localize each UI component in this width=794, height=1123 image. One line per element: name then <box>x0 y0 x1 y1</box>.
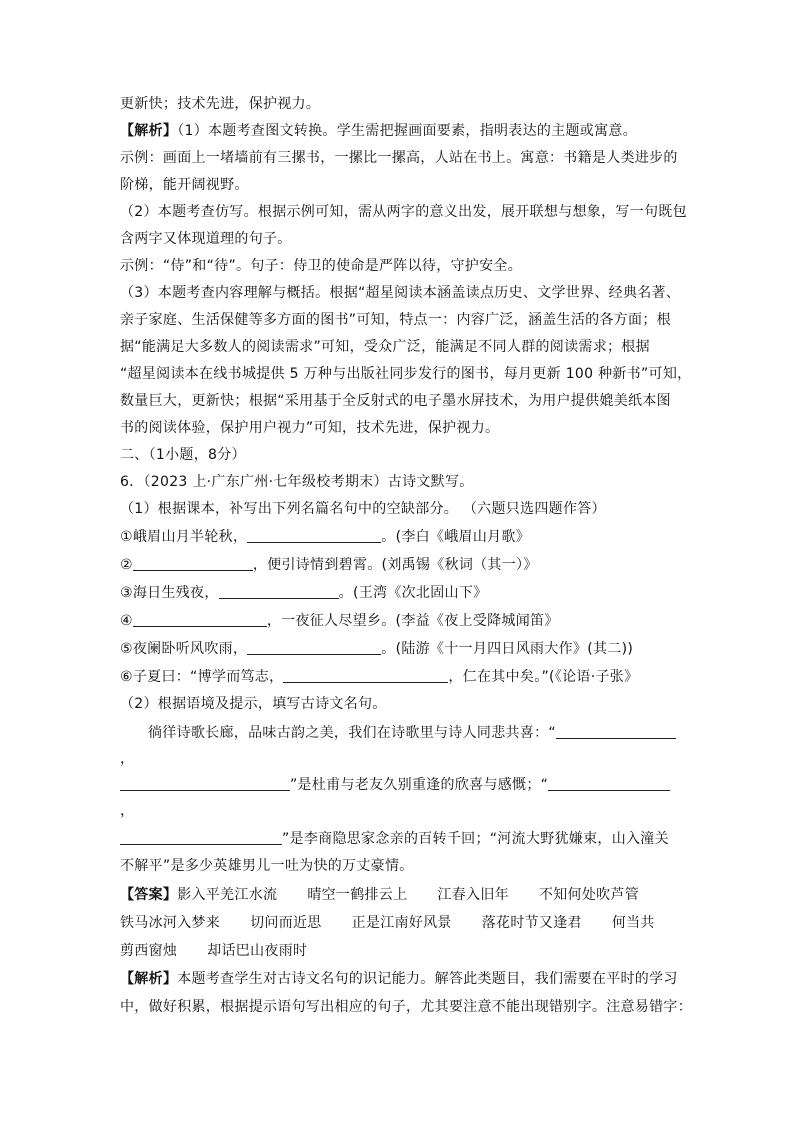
comma-line: ， <box>120 803 135 819</box>
fill-item-6 <box>120 667 638 687</box>
text-span: 本题考查学生对古诗文名句的识记能力。解答此类题目，我们需要在平时的学习 <box>177 971 678 987</box>
answer-text: 影入平羌江水流 <box>177 887 278 903</box>
answer-blank[interactable] <box>548 776 670 791</box>
text-line: 示例：画面上一堵墙前有三摞书，一摞比一摞高，人站在书上。寓意：书籍是人类进步的 <box>120 150 678 166</box>
answer-blank[interactable] <box>219 584 339 599</box>
fill-item-1 <box>120 527 530 547</box>
text-span: 。(李白《峨眉山月歌》 <box>381 529 531 545</box>
text-span: （1）本题考查图文转换。学生需把握画面要素，指明表达的主题或寓意。 <box>177 123 638 139</box>
text-span: ，一夜征人尽望乡。(李益《夜上受降城闻笛》 <box>266 613 559 629</box>
text-span: ③海日生残夜， <box>120 585 219 601</box>
text-line: 不解平”是多少英雄男儿一吐为快的万丈豪情。 <box>120 858 414 874</box>
text-span: ④ <box>120 613 133 629</box>
answer-text: 铁马冰河入梦来 <box>120 915 221 931</box>
context-line <box>120 829 669 849</box>
answer-text: 不知何处吹芦管 <box>538 887 640 903</box>
answer-text: 正是江南好风景 <box>351 915 452 931</box>
answer-blank[interactable] <box>247 528 381 543</box>
text-line: 阶梯，能开阔视野。 <box>120 177 249 193</box>
answer-blank[interactable] <box>133 612 267 627</box>
subquestion: （2）根据语境及提示，填写古诗文名句。 <box>120 696 387 712</box>
text-line: 示例：“侍”和“待”。句子：侍卫的使命是严阵以待，守护安全。 <box>120 258 523 274</box>
text-span: ，仁在其中矣。”(《论语·子张》 <box>448 669 639 685</box>
text-span: ⑤夜阑卧听风吹雨， <box>120 641 248 657</box>
answer-blank[interactable] <box>283 668 448 683</box>
analysis-tag: 【解析】 <box>120 123 178 139</box>
text-line: “超星阅读本在线书城提供 5 万种与出版社同步发行的图书，每月更新 100 种新书”可知， <box>120 366 692 382</box>
fill-item-4 <box>120 611 559 631</box>
answer-text: 晴空一鹤排云上 <box>307 887 408 903</box>
answer-text: 却话巴山夜雨时 <box>207 943 308 959</box>
text-line: 书的阅读体验，保护用户视力”可知，技术先进，保护视力。 <box>120 420 500 436</box>
text-span: 。(王湾《次北固山下》 <box>338 585 488 601</box>
fill-item-5 <box>120 639 633 659</box>
text-line: 含两字又体现道理的句子。 <box>120 231 292 247</box>
answer-text: 切问而近思 <box>250 915 322 931</box>
answer-blank[interactable] <box>133 556 253 571</box>
answer-line <box>120 913 655 933</box>
text-span: ”是杜甫与老友久别重逢的欣喜与感慨；“ <box>290 777 549 793</box>
analysis-tag: 【解析】 <box>120 971 178 987</box>
answer-blank[interactable] <box>247 640 381 655</box>
subquestion: （1）根据课本，补写出下列名篇名句中的空缺部分。 （六题只选四题作答） <box>120 501 606 517</box>
fill-item-3 <box>120 583 487 603</box>
section-heading: 二、（1小题，8分） <box>120 447 246 463</box>
text-span: ”是李商隐思家念亲的百转千回；“河流大野犹嫌束，山入潼关 <box>282 831 669 847</box>
text-line: （3）本题考查内容理解与概括。根据“超星阅读本涵盖读点历史、文学世界、经典名著、 <box>120 285 681 301</box>
text-line: 中，做好积累，根据提示语句写出相应的句子，尤其要注意不能出现错别字。注意易错字： <box>120 999 692 1015</box>
text-line: 据“能满足大多数人的阅读需求”可知，受众广泛，能满足不同人群的阅读需求；根据 <box>120 339 650 355</box>
text-line: 数量巨大，更新快；根据“采用基于全反射式的电子墨水屏技术，为用户提供媲美纸本图 <box>120 393 671 409</box>
context-line <box>120 775 670 795</box>
text-line: （2）本题考查仿写。根据示例可知，需从两字的意义出发，展开联想与想象，写一句既包 <box>120 204 687 220</box>
answer-tag: 【答案】 <box>120 887 178 903</box>
answer-text: 何当共 <box>611 915 655 931</box>
analysis-line <box>120 969 678 989</box>
answer-text: 江春入旧年 <box>437 887 509 903</box>
text-span: ② <box>120 557 133 573</box>
answer-line <box>120 885 639 905</box>
context-line <box>148 723 676 743</box>
answer-blank[interactable] <box>120 830 282 845</box>
answer-blank[interactable] <box>556 724 676 739</box>
text-line: 亲子家庭、生活保健等多方面的图书”可知，特点一：内容广泛，涵盖生活的各方面；根 <box>120 312 671 328</box>
text-span: ①峨眉山月半轮秋， <box>120 529 248 545</box>
question-title: 6．（2023 上·广东广州·七年级校考期末）古诗文默写。 <box>120 474 474 490</box>
text-span: ⑥子夏曰：“博学而笃志， <box>120 669 284 685</box>
text-span: 徜徉诗歌长廊，品味古韵之美，我们在诗歌里与诗人同悲共喜：“ <box>148 725 556 741</box>
answer-text: 剪西窗烛 <box>120 943 178 959</box>
analysis-line <box>120 121 637 141</box>
answer-line <box>120 941 307 961</box>
answer-blank[interactable] <box>120 776 290 791</box>
text-line: 更新快；技术先进，保护视力。 <box>120 96 321 112</box>
text-span: 。(陆游《十一月四日风雨大作》(其二)) <box>381 641 634 657</box>
answer-text: 落花时节又逢君 <box>481 915 582 931</box>
fill-item-2 <box>120 555 538 575</box>
comma-line: ， <box>120 751 135 767</box>
text-span: ，便引诗情到碧霄。(刘禹锡《秋词（其一）》 <box>252 557 538 573</box>
